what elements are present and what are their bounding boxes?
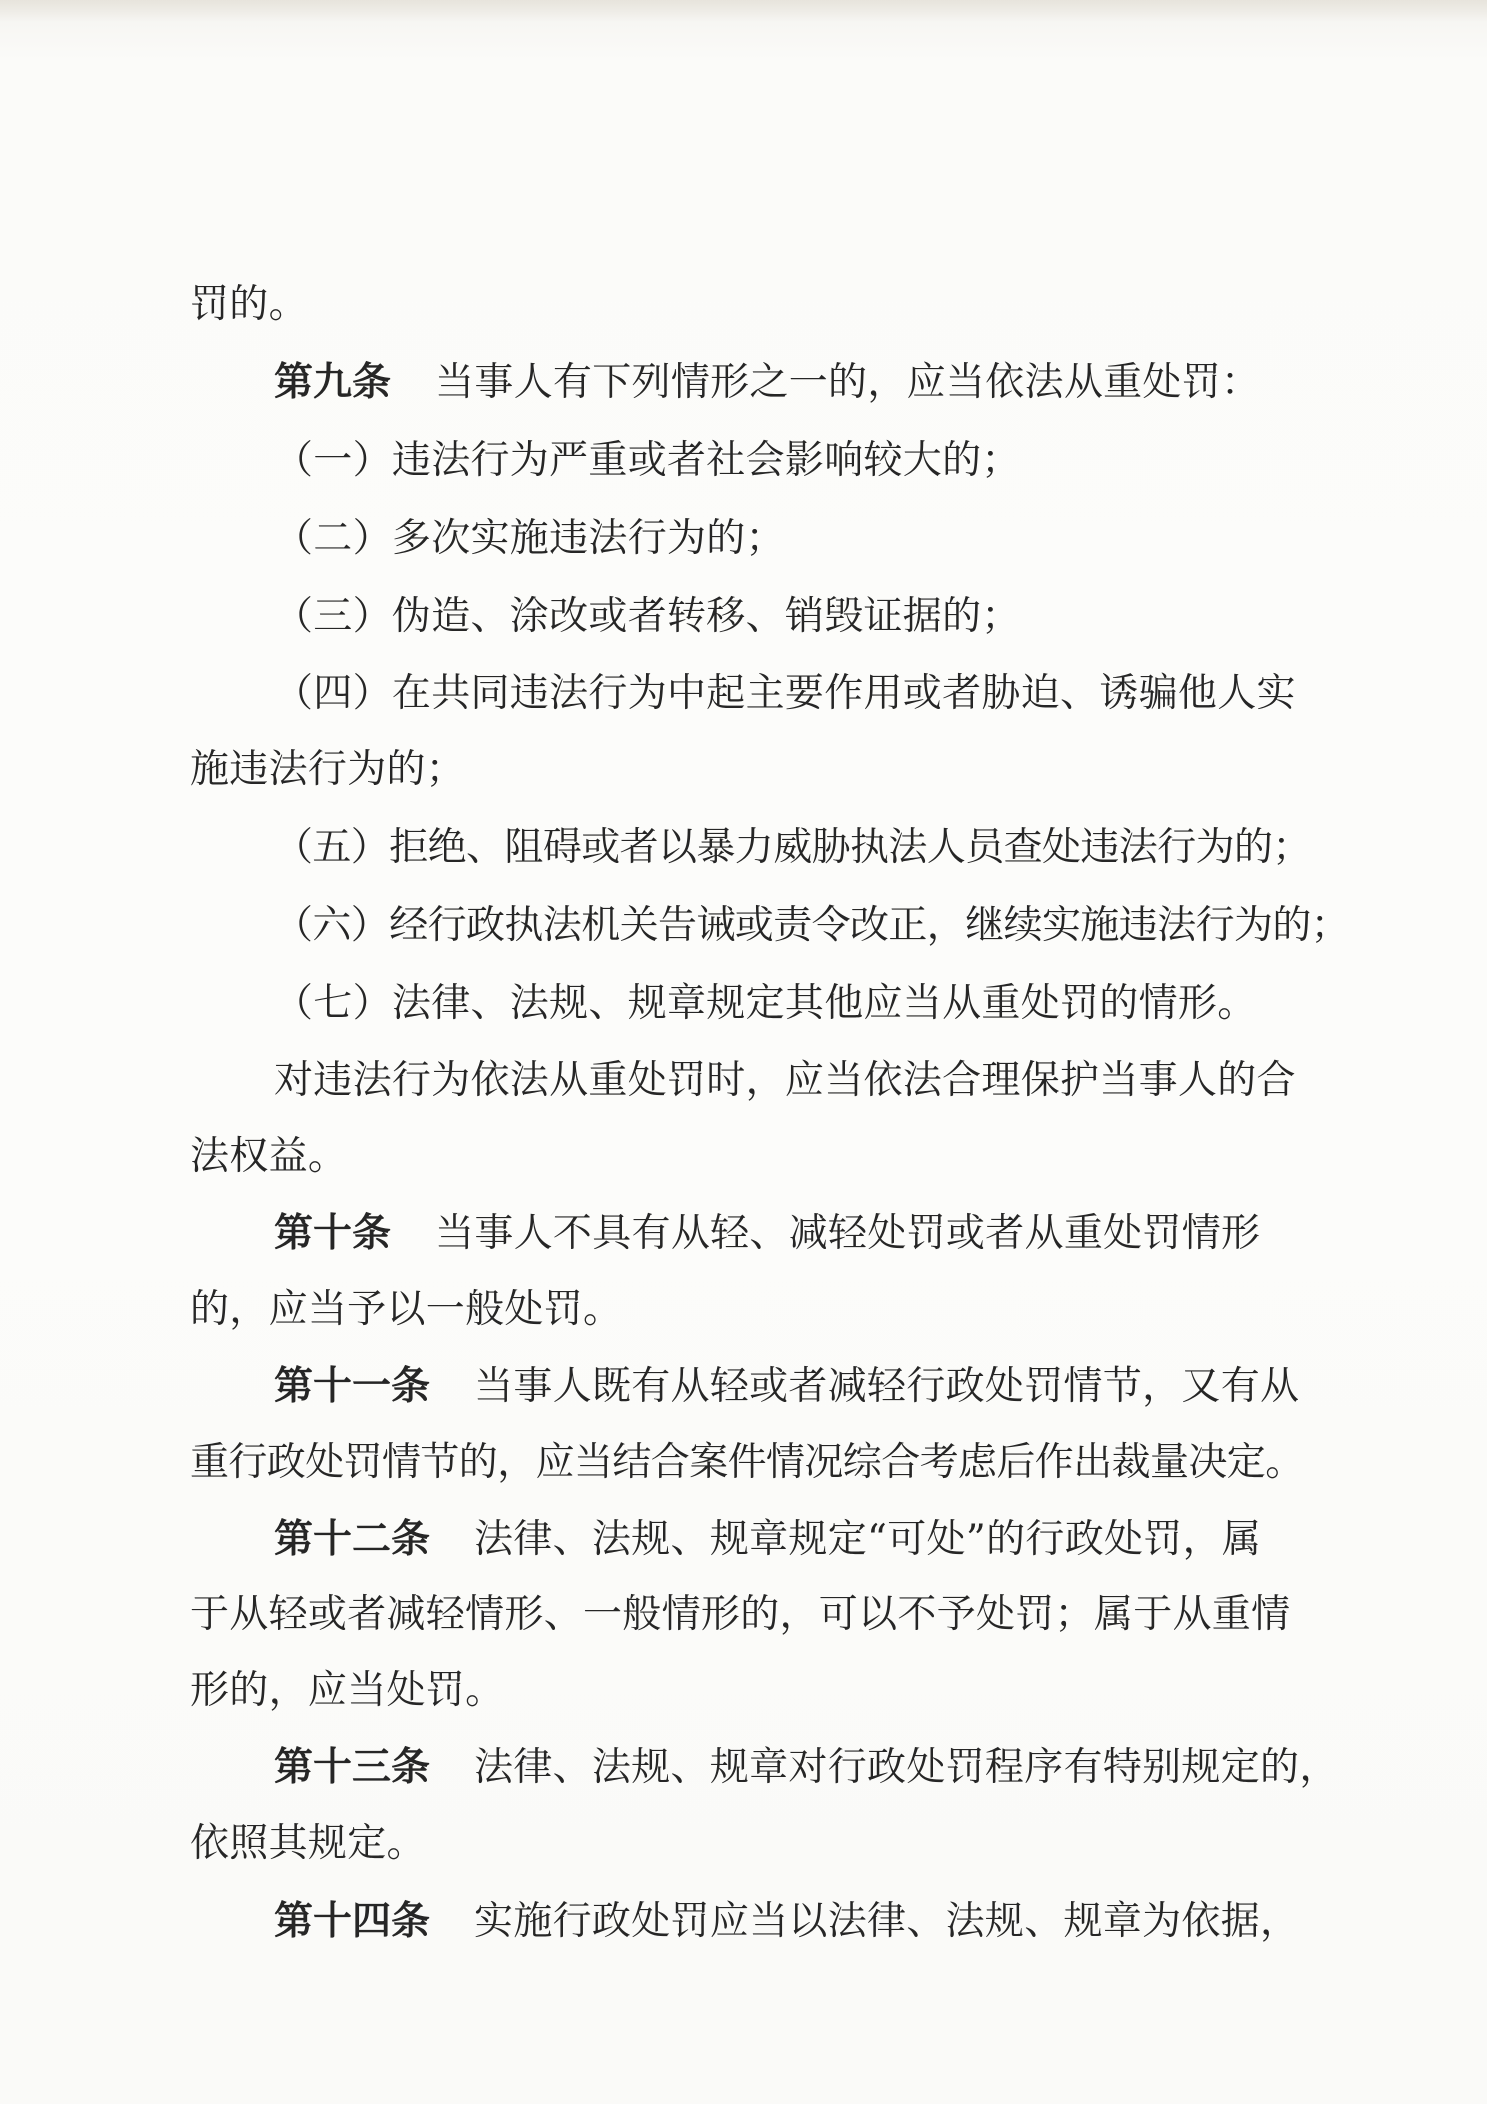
article-10-heading: 第十条 [274, 1211, 392, 1256]
item-5 [190, 809, 1311, 887]
article-10-text-1: 当事人不具有从轻、减轻处罚或者从重处罚情形 [435, 1211, 1261, 1256]
item-6 [190, 887, 1350, 965]
paragraph-continuation [190, 266, 1300, 344]
item-1 [190, 422, 1300, 500]
article-10-line-2 [190, 1271, 1300, 1349]
article-11-text-1: 当事人既有从轻或者减轻行政处罚情节，又有从 [474, 1364, 1300, 1409]
article-11-line-1 [190, 1349, 1300, 1424]
protect-text-2: 法权益。 [190, 1134, 348, 1179]
article-13-text-2: 依照其规定。 [190, 1821, 426, 1866]
item-3-text: （三）伪造、涂改或者转移、销毁证据的； [274, 594, 1021, 639]
article-11-heading: 第十一条 [274, 1364, 431, 1409]
article-13-heading: 第十三条 [274, 1745, 431, 1790]
text-line: 罚的。 [190, 282, 308, 327]
article-12-text-3: 形的，应当处罚。 [190, 1668, 505, 1713]
article-14-line-1 [190, 1883, 1300, 1961]
protect-paragraph-line-1 [190, 1043, 1300, 1118]
article-10-text-2: 的，应当予以一般处罚。 [190, 1287, 623, 1332]
article-13-line-2 [190, 1805, 1300, 1883]
item-3 [190, 578, 1300, 656]
item-4-text-2: 施违法行为的； [190, 747, 466, 792]
item-4-line-2 [190, 731, 1300, 809]
article-9-text: 当事人有下列情形之一的，应当依法从重处罚： [435, 360, 1261, 405]
article-9-line-1 [190, 344, 1300, 422]
scan-top-edge [0, 0, 1487, 22]
article-14-heading: 第十四条 [274, 1899, 431, 1944]
article-12-text-2: 于从轻或者减轻情形、一般情形的，可以不予处罚；属于从重情 [190, 1592, 1291, 1637]
item-6-text: （六）经行政执法机关告诫或责令改正，继续实施违法行为的； [274, 903, 1350, 948]
article-12-text-1: 法律、法规、规章规定“可处”的行政处罚，属 [474, 1517, 1262, 1562]
article-13-line-1 [190, 1730, 1339, 1805]
item-4-text-1: （四）在共同违法行为中起主要作用或者胁迫、诱骗他人实 [274, 671, 1296, 716]
article-13-text-1: 法律、法规、规章对行政处罚程序有特别规定的， [474, 1745, 1339, 1790]
protect-text-1: 对违法行为依法从重处罚时，应当依法合理保护当事人的合 [274, 1058, 1296, 1103]
protect-paragraph-line-2 [190, 1118, 1300, 1196]
item-2-text: （二）多次实施违法行为的； [274, 516, 785, 561]
article-11-line-2 [190, 1424, 1304, 1502]
item-2 [190, 500, 1300, 578]
item-4-line-1 [190, 656, 1300, 731]
item-1-text: （一）违法行为严重或者社会影响较大的； [274, 438, 1021, 483]
article-12-line-2 [190, 1577, 1300, 1652]
document-body [190, 266, 1350, 1961]
article-9-heading: 第九条 [274, 360, 392, 405]
article-12-heading: 第十二条 [274, 1517, 431, 1562]
article-10-line-1 [190, 1196, 1300, 1271]
item-7 [190, 965, 1300, 1043]
article-12-line-3 [190, 1652, 1300, 1730]
article-14-text-1: 实施行政处罚应当以法律、法规、规章为依据， [474, 1899, 1300, 1944]
item-5-text: （五）拒绝、阻碍或者以暴力威胁执法人员查处违法行为的； [274, 825, 1311, 870]
item-7-text: （七）法律、法规、规章规定其他应当从重处罚的情形。 [274, 981, 1257, 1026]
article-12-line-1 [190, 1502, 1300, 1577]
article-11-text-2: 重行政处罚情节的，应当结合案件情况综合考虑后作出裁量决定。 [190, 1440, 1304, 1485]
